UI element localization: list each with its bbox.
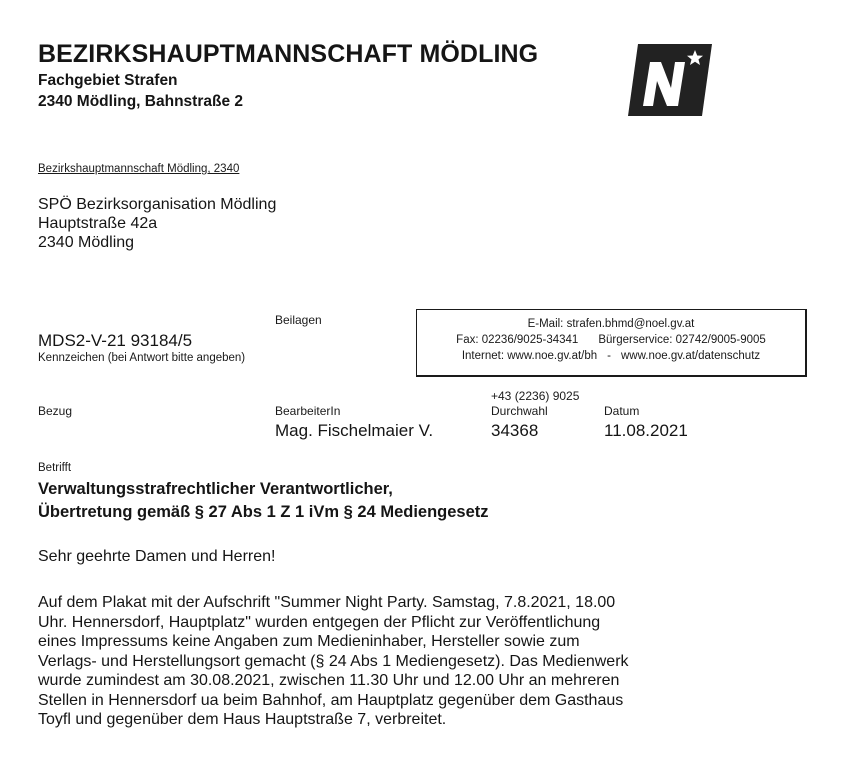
beilagen-label: Beilagen: [275, 313, 322, 327]
paragraph-line: Toyfl und gegenüber dem Haus Hauptstraße 7, verbreitet.: [38, 711, 447, 728]
contact-internet-link[interactable]: Internet: www.noe.gv.at/bh: [461, 350, 598, 362]
organization-title: BEZIRKSHAUPTMANNSCHAFT MÖDLING: [38, 40, 539, 68]
phone-prefix: +43 (2236) 9025: [491, 389, 580, 403]
betrifft-label: Betrifft: [38, 462, 72, 474]
paragraph-line: Verlags- und Herstellungsort gemacht (§ 24 Abs 1 Mediengesetz). Das Medienwerk: [38, 652, 629, 670]
paragraph-line: Auf dem Plakat mit der Aufschrift "Summer Night Party. Samstag, 7.8.2021, 18.00: [38, 594, 616, 611]
contact-web-line: [417, 350, 805, 362]
recipient-line: Hauptstraße 42a: [38, 215, 158, 232]
contact-fax: Fax: 02236/9025-34341: [456, 334, 579, 346]
bearbeiter-label: BearbeiterIn: [275, 404, 341, 418]
durchwahl-label: Durchwahl: [491, 404, 548, 418]
body-paragraph: [38, 593, 629, 730]
reference-hint: Kennzeichen (bei Antwort bitte angeben): [38, 352, 246, 364]
paragraph-line: eines Impressums keine Angaben zum Medieninhaber, Hersteller sowie zum: [38, 633, 580, 650]
bearbeiter-value: Mag. Fischelmaier V.: [275, 421, 434, 440]
contact-email: E-Mail: strafen.bhmd@noel.gv.at: [527, 318, 695, 330]
datum-value: 11.08.2021: [604, 421, 688, 440]
department-name: Fachgebiet Strafen: [38, 72, 178, 89]
durchwahl-value: 34368: [491, 421, 539, 440]
noe-logo-icon: [626, 44, 714, 116]
datum-label: Datum: [604, 404, 640, 418]
contact-datenschutz-link[interactable]: www.noe.gv.at/datenschutz: [621, 350, 761, 362]
recipient-line: SPÖ Bezirksorganisation Mödling: [38, 196, 277, 213]
contact-phone-line: [417, 334, 805, 346]
contact-separator: -: [607, 350, 611, 362]
contact-buergerservice: Bürgerservice: 02742/9005-9005: [598, 334, 766, 346]
recipient-line: 2340 Mödling: [38, 234, 135, 251]
subject-line: Übertretung gemäß § 27 Abs 1 Z 1 iVm § 24 Mediengesetz: [38, 503, 489, 521]
bezug-label: Bezug: [38, 404, 73, 418]
paragraph-line: wurde zumindest am 30.08.2021, zwischen 11.30 Uhr und 12.00 Uhr an mehreren: [38, 672, 620, 689]
paragraph-line: Uhr. Hennersdorf, Hauptplatz" wurden entgegen der Pflicht zur Veröffentlichung: [38, 613, 601, 631]
recipient-address: [38, 195, 276, 252]
salutation: Sehr geehrte Damen und Herren!: [38, 548, 276, 565]
subject-heading: [38, 478, 489, 524]
sender-return-address: Bezirkshauptmannschaft Mödling, 2340: [38, 163, 240, 175]
contact-info-box: [416, 309, 807, 377]
subject-line: Verwaltungsstrafrechtlicher Verantwortlicher,: [38, 480, 393, 498]
reference-number: MDS2-V-21 93184/5: [38, 331, 193, 350]
organization-address: 2340 Mödling, Bahnstraße 2: [38, 93, 243, 110]
paragraph-line: Stellen in Hennersdorf ua beim Bahnhof, am Hauptplatz gegenüber dem Gasthaus: [38, 691, 624, 709]
